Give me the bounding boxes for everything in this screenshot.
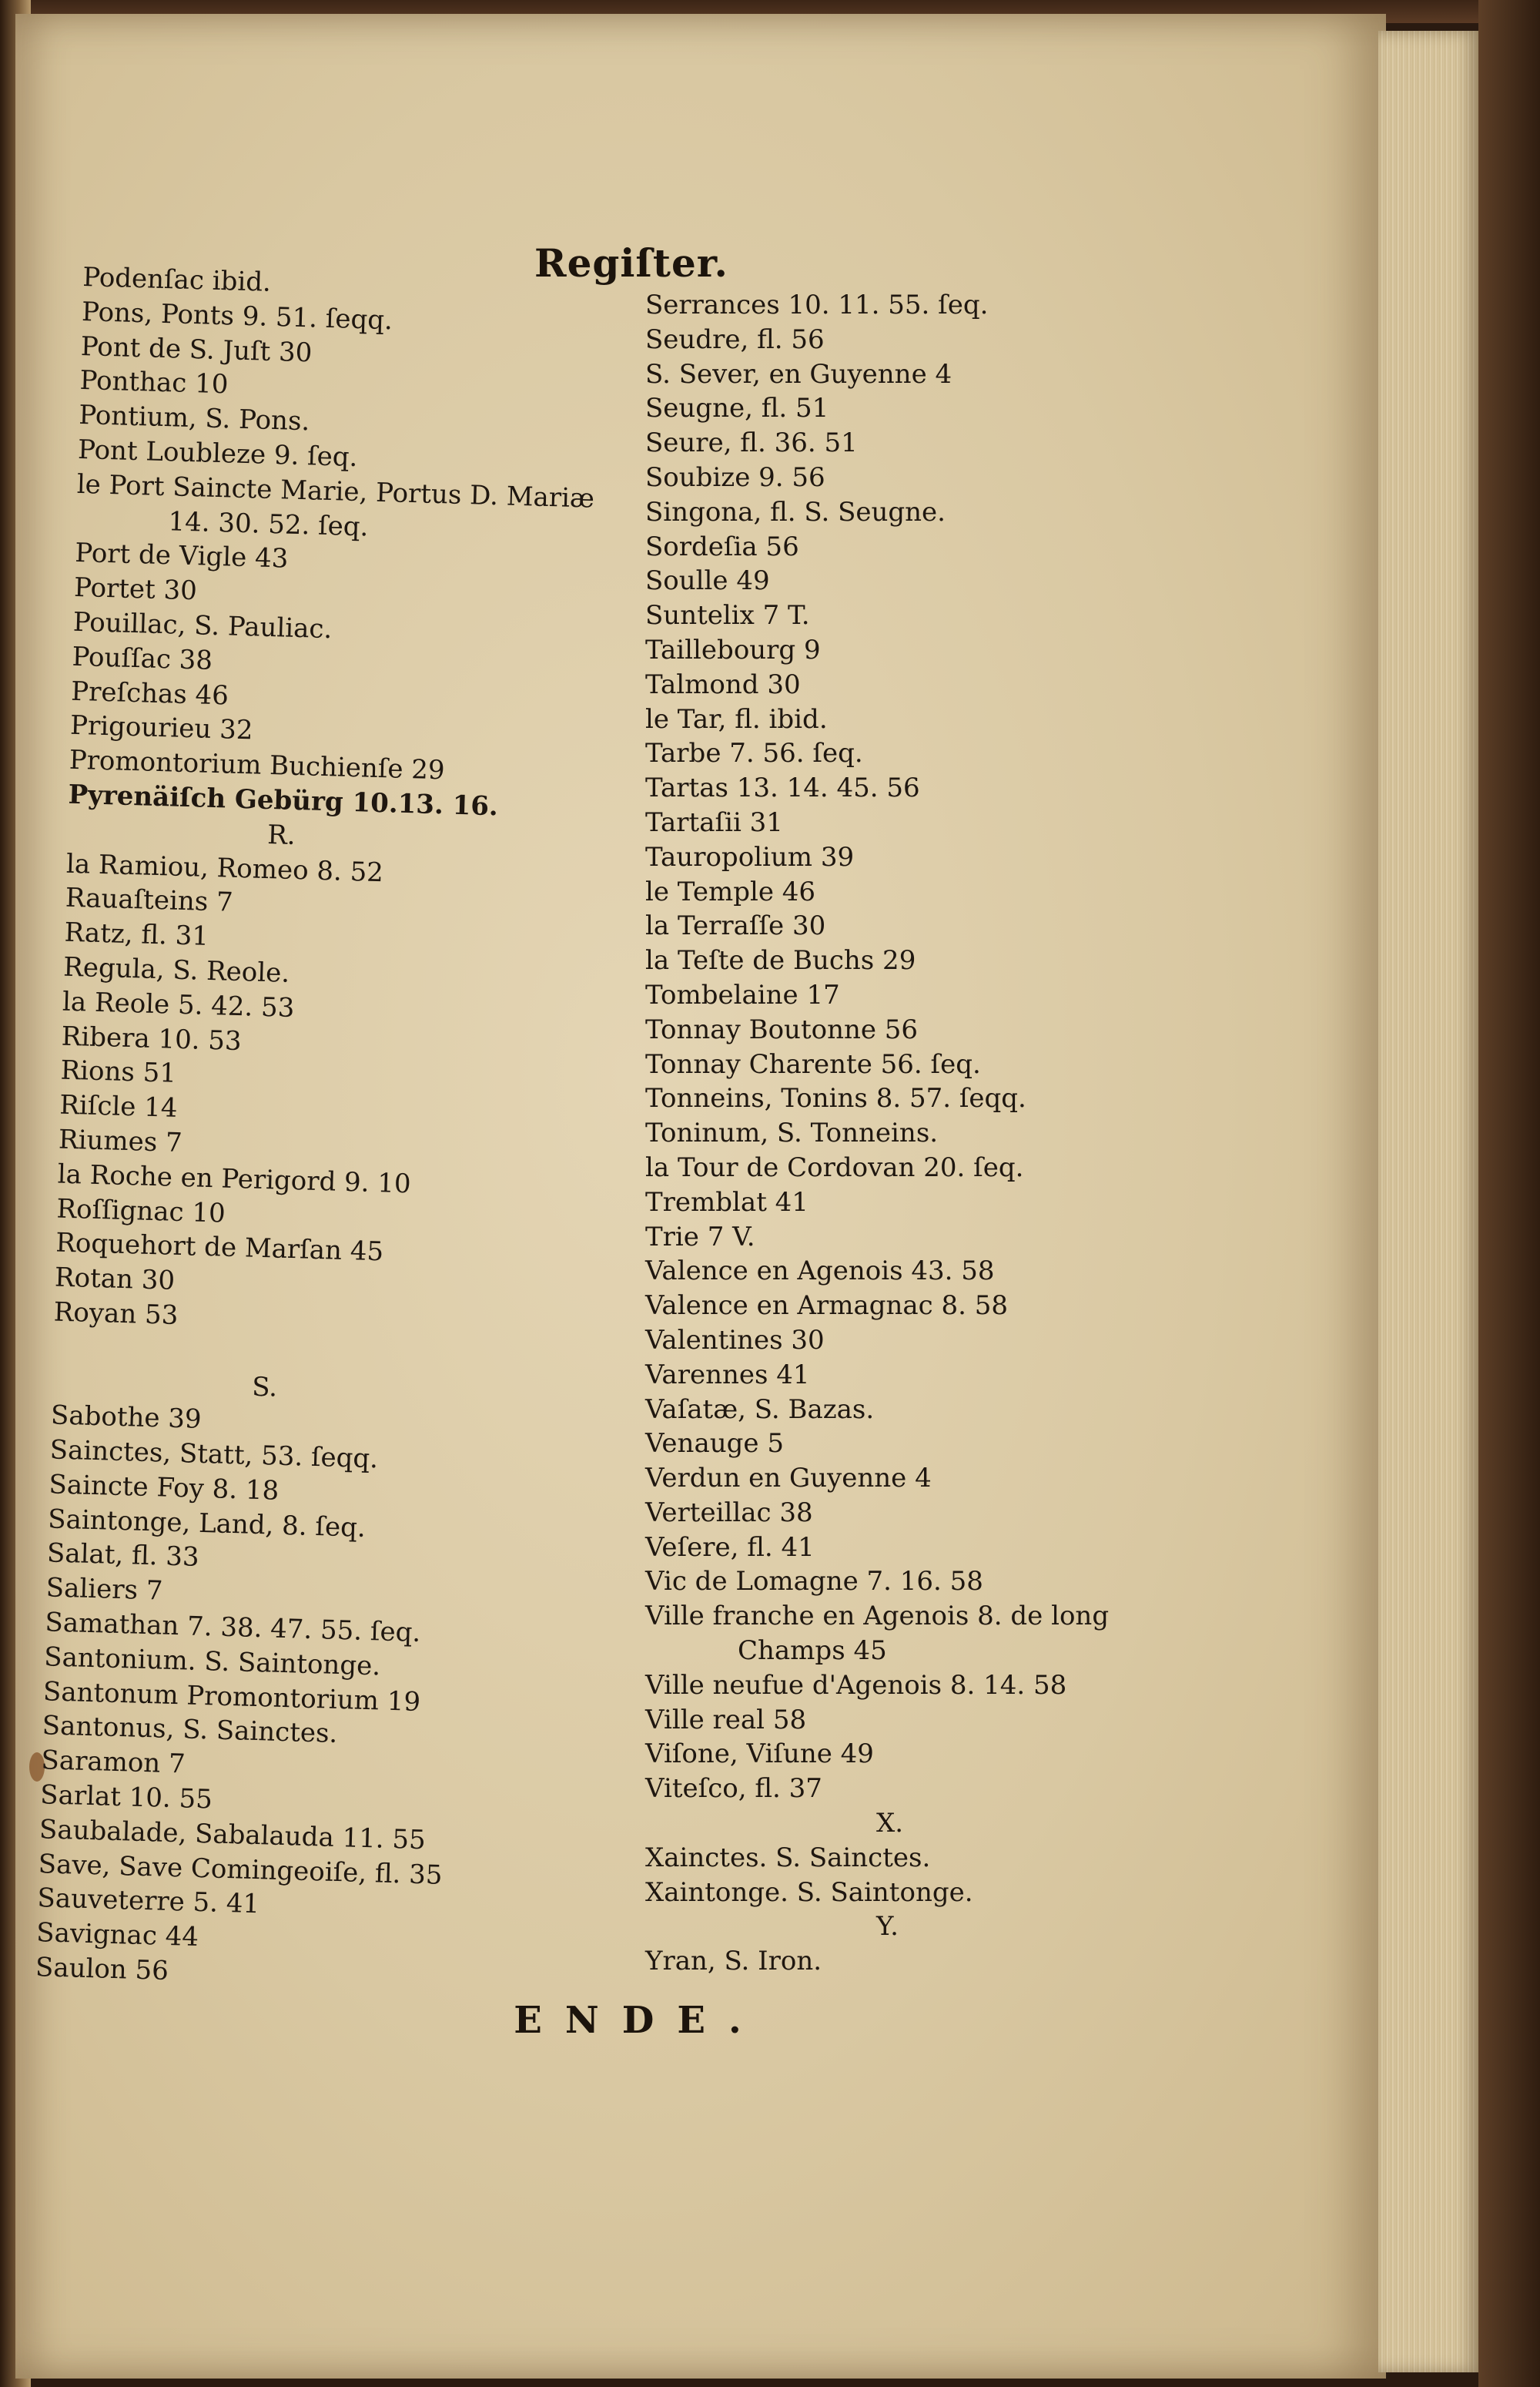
register-entry: la Roche en Perigord 9. 10 [57, 1158, 412, 1200]
register-entry: le Port Saincte Marie, Portus D. Mariæ [76, 468, 595, 515]
register-entry: Rotan 30 [54, 1262, 176, 1296]
register-entry: le Tar, fl. ibid. [645, 703, 828, 735]
register-entry: Save, Save Comingeoiſe, fl. 35 [38, 1848, 444, 1891]
book-cover-edge [1478, 0, 1540, 2387]
register-entry: Saubalade, Sabalauda 11. 55 [38, 1814, 427, 1856]
register-entry: Saliers 7 [45, 1572, 163, 1607]
page-edges [1378, 31, 1478, 2372]
register-entry: Riſcle 14 [59, 1089, 179, 1124]
register-entry: Salat, fl. 33 [46, 1537, 200, 1574]
register-entry: Ribera 10. 53 [61, 1021, 243, 1057]
register-entry: Seugne, fl. 51 [645, 393, 829, 424]
register-entry: Preſchas 46 [70, 676, 229, 712]
register-entry: Ville neufue d'Agenois 8. 14. 58 [645, 1669, 1067, 1701]
register-entry: Tonnay Boutonne 56 [645, 1014, 919, 1045]
register-entry: Saulon 56 [35, 1952, 169, 1986]
register-entry: Pons, Ponts 9. 51. ſeqq. [81, 296, 393, 337]
register-entry: Vaſatæ, S. Bazas. [645, 1393, 875, 1425]
register-entry: Valentines 30 [645, 1324, 825, 1356]
register-entry: Sabothe 39 [50, 1400, 203, 1436]
register-entry: Varennes 41 [645, 1359, 810, 1390]
register-entry: Saintonge, Land, 8. ſeq. [47, 1504, 367, 1544]
register-entry: Roquehort de Marſan 45 [55, 1227, 384, 1268]
section-letter: X. [876, 1808, 904, 1839]
register-entry: Tauropolium 39 [645, 841, 855, 873]
register-entry: Tonneins, Tonins 8. 57. ſeqq. [645, 1083, 1026, 1115]
register-entry: Tartas 13. 14. 45. 56 [645, 773, 920, 804]
register-entry: la Terraſſe 30 [645, 910, 826, 942]
register-entry: Portet 30 [73, 572, 198, 607]
register-entry: S. Sever, en Guyenne 4 [645, 358, 952, 390]
register-entry: la Ramiou, Romeo 8. 52 [65, 848, 384, 888]
register-entry: Soulle 49 [645, 565, 770, 597]
register-entry: Tonnay Charente 56. ſeq. [645, 1048, 981, 1080]
register-entry: Trie 7 V. [645, 1221, 755, 1252]
register-entry: Promontorium Buchienſe 29 [69, 744, 446, 786]
register-entry: Sainctes, Statt, 53. ſeqq. [49, 1434, 379, 1475]
register-column-right [645, 288, 1200, 1979]
register-entry: Viſone, Viſune 49 [645, 1738, 874, 1770]
register-entry: Sordeſia 56 [645, 531, 799, 562]
register-entry: Valence en Armagnac 8. 58 [645, 1290, 1009, 1322]
register-entry: Xaintonge. S. Saintonge. [645, 1876, 973, 1908]
register-entry: le Temple 46 [645, 876, 816, 907]
register-entry: Seudre, fl. 56 [645, 324, 825, 355]
register-entry: Ville franche en Agenois 8. de long [645, 1601, 1110, 1632]
register-entry: Riumes 7 [58, 1124, 183, 1158]
register-entry: Santonus, S. Sainctes. [42, 1710, 338, 1750]
register-entry: Podenſac ibid. [82, 261, 272, 298]
register-entry: Rions 51 [60, 1054, 177, 1090]
register-entry: Santonum Promontorium 19 [42, 1675, 421, 1718]
register-entry: Pouillac, S. Pauliac. [72, 606, 333, 645]
register-entry: Viteſco, fl. 37 [645, 1773, 822, 1805]
register-entry: Pontium, S. Pons. [78, 400, 310, 438]
register-entry: Xainctes. S. Sainctes. [645, 1842, 931, 1873]
register-entry: Yran, S. Iron. [645, 1946, 822, 1977]
register-entry: Saramon 7 [41, 1745, 186, 1780]
register-entry: Pont Loubleze 9. ſeq. [77, 434, 358, 474]
register-entry: Taillebourg 9 [645, 634, 821, 665]
register-entry: Tombelaine 17 [645, 979, 840, 1011]
page-footer: ENDE. [514, 1999, 765, 2042]
register-entry: Seure, fl. 36. 51 [645, 427, 858, 459]
register-entry: Tremblat 41 [645, 1186, 808, 1218]
register-entry: Saincte Foy 8. 18 [49, 1469, 280, 1507]
section-letter: S. [251, 1371, 278, 1403]
register-entry: Valence en Agenois 43. 58 [645, 1256, 995, 1287]
register-entry: Rauaſteins 7 [65, 883, 234, 919]
register-entry: Toninum, S. Tonneins. [645, 1118, 939, 1149]
register-entry: Ville real 58 [645, 1704, 807, 1735]
register-column-left [35, 260, 614, 2000]
register-entry: Sarlat 10. 55 [39, 1779, 213, 1815]
register-entry: Savignac 44 [35, 1917, 199, 1953]
register-entry: Serrances 10. 11. 55. ſeq. [645, 290, 989, 320]
register-entry: Singona, fl. S. Seugne. [645, 496, 946, 528]
register-entry: 14. 30. 52. ſeq. [168, 505, 369, 543]
register-entry: Ponthac 10 [79, 365, 229, 401]
register-entry: Pouſſac 38 [72, 641, 213, 676]
register-entry: la Tour de Cordovan 20. ſeq. [645, 1152, 1024, 1183]
register-entry: Veſere, fl. 41 [645, 1531, 815, 1563]
register-entry: la Reole 5. 42. 53 [62, 986, 295, 1024]
section-letter: Y. [876, 1911, 899, 1943]
register-entry: Santonium. S. Saintonge. [43, 1641, 381, 1682]
register-entry: Pont de S. Juſt 30 [80, 330, 313, 368]
register-entry: Pyrenäiſch Gebürg 10.13. 16. [68, 779, 499, 823]
register-entry: Regula, S. Reole. [62, 951, 290, 989]
register-entry: Champs 45 [738, 1635, 887, 1667]
register-entry: Roſſignac 10 [56, 1193, 226, 1229]
register-entry: Verdun en Guyenne 4 [645, 1463, 932, 1494]
register-entry: Vic de Lomagne 7. 16. 58 [645, 1566, 983, 1597]
register-entry: Prigourieu 32 [69, 710, 253, 746]
register-entry: Port de Vigle 43 [74, 538, 289, 575]
register-entry: Samathan 7. 38. 47. 55. ſeq. [45, 1607, 421, 1649]
register-entry: Royan 53 [53, 1296, 179, 1331]
register-entry: Soubize 9. 56 [645, 461, 825, 493]
register-entry: la Teſte de Buchs 29 [645, 945, 916, 977]
register-entry: Sauveterre 5. 41 [37, 1882, 260, 1920]
register-entry: Talmond 30 [645, 669, 801, 700]
register-entry: Verteillac 38 [645, 1497, 813, 1528]
register-entry: Ratz, fl. 31 [64, 917, 209, 953]
section-letter: R. [266, 819, 296, 851]
page-header: Regiſter. [534, 240, 728, 286]
register-entry: Tarbe 7. 56. ſeq. [645, 738, 863, 769]
register-entry: Suntelix 7 T. [645, 600, 810, 632]
register-entry: Venauge 5 [645, 1428, 784, 1460]
register-entry: Tartaſii 31 [645, 806, 783, 838]
